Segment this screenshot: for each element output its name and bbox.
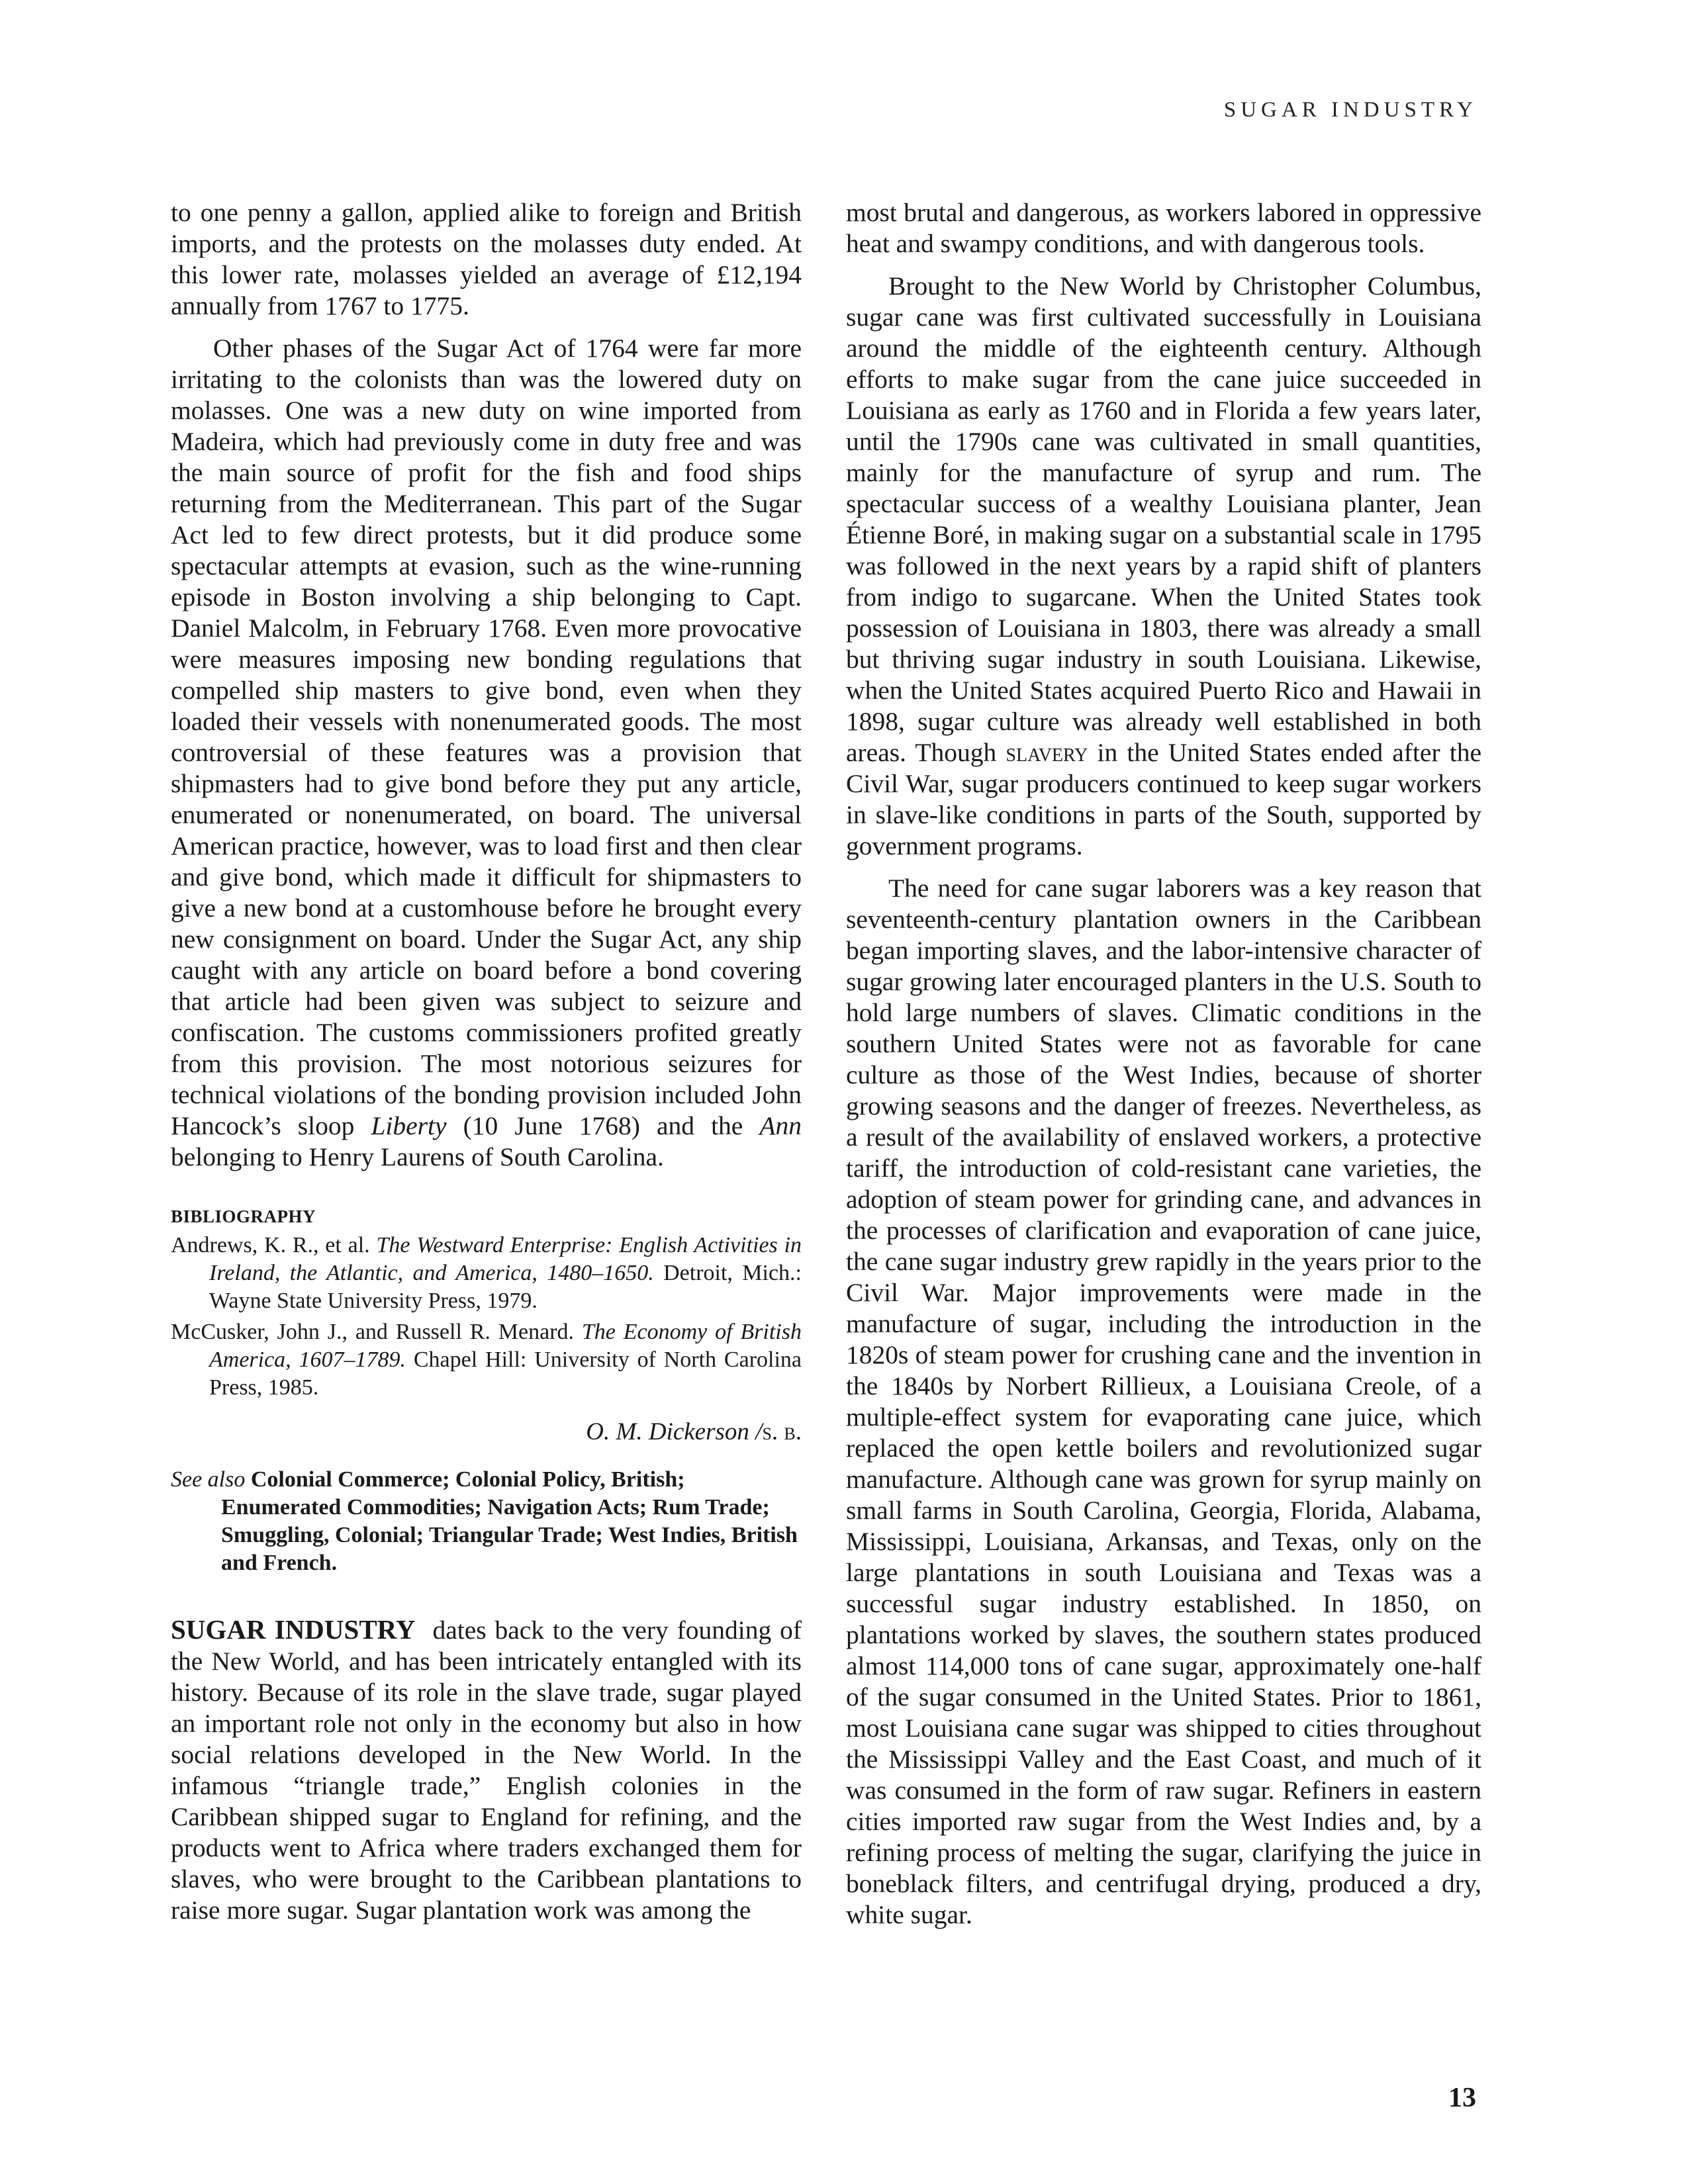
page-number: 13 xyxy=(1448,2083,1476,2113)
paragraph-continuation: most brutal and dangerous, as workers labored in oppressive heat and swampy conditions, and with dangerous tools. xyxy=(846,198,1481,258)
paragraph-history xyxy=(846,271,1481,862)
text-run: Other phases of the Sugar Act of 1764 were far more irritating to the colonists than was the lowered duty on molasses. One was a new duty on wine imported from Madeira, which had previously come in duty free and was the main source of profit for the fish and food ships returning from the Mediterranean. This part of the Sugar Act led to few direct protests, but it did produce some spectacular attempts at evasion, such as the wine-running episode in Boston involving a ship belonging to Capt. Daniel Malcolm, in February 1768. Even more provocative were measures imposing new bonding regulations that compelled ship masters to give bond, even when they loaded their vessels with nonenumerated goods. The most controversial of these features was a provision that shipmasters had to give bond before they put any article, enumerated or nonenumerated, on board. The universal American practice, however, was to load first and then clear and give bond, which made it difficult for shipmasters to give a new bond at a customhouse before he brought every new consignment on board. Under the Sugar Act, any ship caught with any article on board before a bond covering that article had been given was subject to seizure and confiscation. The customs commissioners profited greatly from this provision. The most notorious seizures for technical violations of the bonding provision included John Hancock’s sloop xyxy=(171,334,802,1140)
text-run: belonging to Henry Laurens of South Carolina. xyxy=(171,1142,664,1171)
running-head: SUGAR INDUSTRY xyxy=(1223,98,1477,122)
bibliography-entry xyxy=(171,1232,802,1315)
entry-text: dates back to the very founding of the New World, and has been intricately entangled with its history. Because of its role in the slave trade, sugar played an important role not only in the economy but also in how social relations developed in the New World. In the infamous “triangle trade,” English colonies in the Caribbean shipped sugar to England for refining, and the products went to Africa where traders exchanged them for slaves, who were brought to the Caribbean plantations to raise more sugar. Sugar plantation work was among the xyxy=(171,1615,802,1925)
text-run: in the United States ended after the Civil War, sugar producers continued to keep sugar workers in slave-like conditions in parts of the South, supported by government programs. xyxy=(846,738,1482,860)
bibliography-heading: BIBLIOGRAPHY xyxy=(171,1206,316,1226)
left-column xyxy=(171,197,802,1926)
paragraph-sugar-act xyxy=(171,333,802,1173)
text-run: Brought to the New World by Christopher Columbus, sugar cane was first cultivated successfully in Louisiana around the middle of the eighteenth century. Although efforts to make sugar from the cane juice succeeded in Louisiana as early as 1760 and in Florida a few years later, until the 1790s cane was cultivated in small quantities, mainly for the manufacture of syrup and rum. The spectacular success of a wealthy Louisiana planter, Jean Étienne Boré, in making sugar on a substantial scale in 1795 was followed in the next years by a rapid shift of planters from indigo to sugarcane. When the United States took possession of Louisiana in 1803, there was already a small but thriving sugar industry in south Louisiana. Likewise, when the United States acquired Puerto Rico and Hawaii in 1898, sugar culture was already well established in both areas. Though xyxy=(846,271,1481,767)
bibliography-entry xyxy=(171,1318,802,1402)
ship-name-ann: Ann xyxy=(759,1111,802,1140)
see-also xyxy=(171,1466,802,1577)
signature-name: O. M. Dickerson / xyxy=(586,1418,763,1445)
bib-title: The Economy of British America, 1607–1789. xyxy=(209,1320,802,1372)
entry-heading: SUGAR INDUSTRY xyxy=(171,1614,416,1645)
signature-initials: s. b. xyxy=(762,1418,802,1445)
author-signature xyxy=(171,1416,802,1447)
right-column xyxy=(846,197,1481,1931)
text-run: (10 June 1768) and the xyxy=(463,1111,743,1140)
entry-sugar-industry xyxy=(171,1614,802,1926)
paragraph-continuation: to one penny a gallon, applied alike to foreign and British imports, and the protests on the molasses duty ended. At this lower rate, molasses yielded an average of £12,194 annually from 1767 to 1775. xyxy=(171,198,802,320)
cross-reference-slavery: slavery xyxy=(1006,738,1088,767)
bib-title: The Westward Enterprise: English Activities in Ireland, the Atlantic, and America, 1480–1650. xyxy=(209,1233,802,1285)
see-also-references: Colonial Commerce; Colonial Policy, British; Enumerated Commodities; Navigation Acts; Rum Trade; Smuggling, Colonial; Triangular Trade; West Indies, British and French. xyxy=(221,1467,798,1575)
bib-publisher: Chapel Hill: University of North Carolina Press, 1985. xyxy=(209,1347,802,1400)
bib-author: McCusker, John J., and Russell R. Menard. xyxy=(171,1320,575,1344)
see-also-label: See also xyxy=(171,1467,246,1492)
paragraph-labor: The need for cane sugar laborers was a key reason that seventeenth-century plantation owners in the Caribbean began importing slaves, and the labor-intensive character of sugar growing later encouraged planters in the U.S. South to hold large numbers of slaves. Climatic conditions in the southern United States were not as favorable for cane culture as those of the West Indies, because of shorter growing seasons and the danger of freezes. Nevertheless, as a result of the availability of enslaved workers, a protective tariff, the introduction of cold-resistant cane varieties, the adoption of steam power for grinding cane, and advances in the processes of clarification and evaporation of cane juice, the cane sugar industry grew rapidly in the years prior to the Civil War. Major improvements were made in the manufacture of sugar, including the introduction in the 1820s of steam power for crushing cane and the invention in the 1840s by Norbert Rillieux, a Louisiana Creole, of a multiple-effect system for evaporating cane juice, which replaced the open kettle boilers and revolutionized sugar manufacture. Although cane was grown for syrup mainly on small farms in South Carolina, Georgia, Florida, Alabama, Mississippi, Louisiana, Arkansas, and Texas, only on the large plantations in south Louisiana and Texas was a successful sugar industry established. In 1850, on plantations worked by slaves, the southern states produced almost 114,000 tons of cane sugar, approximately one-half of the sugar consumed in the United States. Prior to 1861, most Louisiana cane sugar was shipped to cities throughout the Mississippi Valley and the East Coast, and much of it was consumed in the form of raw sugar. Refiners in eastern cities imported raw sugar from the West Indies and, by a refining process of melting the sugar, clarifying the juice in boneblack filters, and centrifugal drying, produced a dry, white sugar. xyxy=(846,874,1481,1929)
bib-author: Andrews, K. R., et al. xyxy=(171,1233,370,1257)
bib-publisher: Detroit, Mich.: Wayne State University Press, 1979. xyxy=(209,1261,802,1313)
ship-name-liberty: Liberty xyxy=(371,1111,447,1140)
